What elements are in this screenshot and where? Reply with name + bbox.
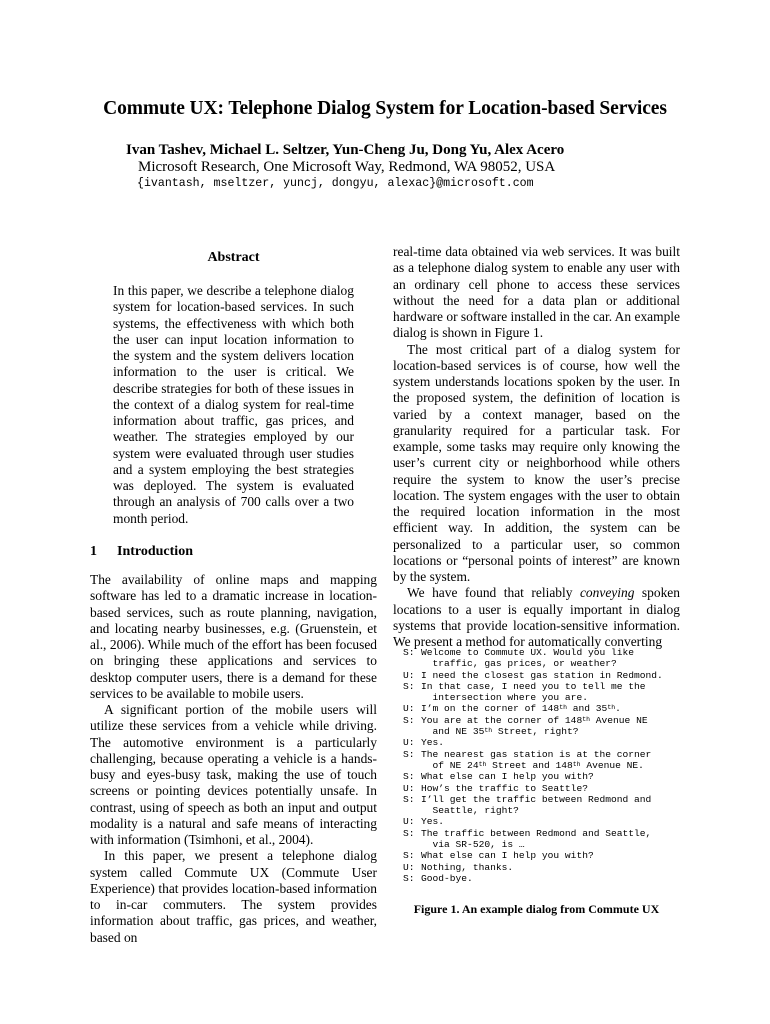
author-emails: {ivantash, mseltzer, yuncj, dongyu, alexac}@microsoft.com (137, 177, 534, 190)
dialog-speaker: S: (403, 872, 415, 884)
dialog-utterance: What else can I help you with? (421, 771, 594, 783)
paper-title: Commute UX: Telephone Dialog System for Location-based Services (103, 98, 667, 119)
dialog-utterance: Yes. (421, 737, 445, 749)
right-column-body (393, 244, 680, 650)
dialog-speaker: S: (403, 714, 415, 726)
ordinal-suffix: th (582, 715, 591, 723)
dialog-utterance: I need the closest gas station in Redmond. (421, 669, 663, 681)
dialog-line (403, 737, 663, 748)
dialog-speaker (403, 760, 421, 771)
dialog-line (403, 862, 663, 873)
dialog-line (403, 670, 663, 681)
ordinal-suffix: th (484, 727, 493, 735)
dialog-utterance: traffic, gas prices, or weather? (421, 658, 617, 670)
section-heading-introduction (90, 544, 193, 560)
dialog-line (403, 647, 663, 658)
figure-caption: Figure 1. An example dialog from Commute UX (413, 902, 660, 916)
dialog-line (403, 873, 663, 884)
dialog-speaker: U: (403, 669, 415, 681)
section-title: Introduction (117, 544, 193, 559)
dialog-utterance: How’s the traffic to Seattle? (421, 782, 588, 794)
intro-paragraph: The availability of online maps and mapping software has led to a dramatic increase in location-based services, such as route planning, navigation, and locating nearby businesses, e.g. (Gruenstein, et al., 2006). While much of the effort has been focused on bringing these applications and services to desktop computer users, there is a demand for these services to be available to mobile users. (90, 572, 377, 701)
dialog-line (403, 783, 663, 794)
dialog-utterance: Nothing, thanks. (421, 861, 514, 873)
ordinal-suffix: th (572, 760, 581, 768)
dialog-utterance: via SR-520, is … (421, 839, 525, 851)
author-list: Ivan Tashev, Michael L. Seltzer, Yun-Cheng Ju, Dong Yu, Alex Acero (126, 142, 565, 158)
dialog-utterance: I’m on the corner of 148th and 35th. (421, 703, 621, 715)
dialog-line (403, 816, 663, 827)
dialog-speaker (403, 839, 421, 850)
dialog-line (403, 794, 663, 805)
dialog-speaker: S: (403, 827, 415, 839)
example-dialog (403, 647, 663, 884)
dialog-speaker (403, 726, 421, 737)
dialog-utterance: What else can I help you with? (421, 850, 594, 862)
text-span: We have found that reliably (407, 585, 580, 601)
abstract-text: In this paper, we describe a telephone dialog system for location-based services. In such systems, the effectiveness with which both the user can input location information to the system and the system delivers location information to the user is critical. We describe strategies for both of these issues in the context of a dialog system for real-time information about traffic, gas prices, and weather. The strategies employed by our system were evaluated through user studies and a system employing the best strategies was deployed. The system is evaluated through an analysis of 700 calls over a two month period. (113, 283, 354, 526)
section-number: 1 (90, 544, 97, 559)
text-span: spoken locations to a user is equally important in dialog systems that provide location-sensitive information. We present a method for automatically converting (393, 585, 680, 649)
dialog-utterance: I’ll get the traffic between Redmond and (421, 793, 652, 805)
dialog-speaker: S: (403, 771, 415, 783)
dialog-utterance: Good-bye. (421, 872, 473, 884)
dialog-line (403, 839, 663, 850)
dialog-line (403, 703, 663, 714)
dialog-line (403, 726, 663, 737)
dialog-speaker: S: (403, 793, 415, 805)
dialog-line (403, 749, 663, 760)
dialog-line (403, 692, 663, 703)
dialog-utterance: In that case, I need you to tell me the (421, 680, 646, 692)
body-paragraph: The most critical part of a dialog system for location-based services is of course, how well the system understands locations spoken by the user. In the proposed system, the definition of location is varied by a context manager, based on the granularity required for a particular task. For example, some tasks may require only knowing the user’s current city or neighborhood while others require the system to know the user’s precise location. The system engages with the user to obtain the required location information in the most efficient way. In addition, the system can be personalized to a particular user, so common locations or “personal points of interest” are known by the system. (393, 341, 680, 584)
dialog-line (403, 805, 663, 816)
dialog-utterance: of NE 24th Street and 148th Avenue NE. (421, 759, 644, 771)
dialog-utterance: Seattle, right? (421, 805, 519, 817)
dialog-speaker: S: (403, 748, 415, 760)
dialog-line (403, 828, 663, 839)
dialog-utterance: You are at the corner of 148th Avenue NE (421, 714, 648, 726)
dialog-utterance: and NE 35th Street, right? (421, 726, 579, 738)
dialog-line (403, 681, 663, 692)
intro-paragraph: A significant portion of the mobile users will utilize these services from a vehicle while driving. The automotive environment is a particularly challenging, because operating a vehicle is a hands-busy and eyes-busy task, making the use of touch screens or pointing devices potentially unsafe. In contrast, using of speech as both an input and output modality is a natural and safe means of interacting with information (Tsimhoni, et al., 2004). (90, 702, 377, 847)
dialog-speaker: S: (403, 680, 415, 692)
intro-paragraph: In this paper, we present a telephone dialog system called Commute UX (Commute User Experience) that provides location-based information to in-car commuters. The system provides information about traffic, gas prices, and weather, based on (90, 848, 377, 945)
dialog-line (403, 850, 663, 861)
abstract-heading: Abstract (207, 250, 260, 265)
ordinal-suffix: th (559, 704, 567, 712)
dialog-speaker (403, 658, 421, 669)
dialog-utterance: The nearest gas station is at the corner (421, 748, 652, 760)
dialog-speaker: U: (403, 737, 415, 749)
dialog-speaker: U: (403, 782, 415, 794)
dialog-speaker: S: (403, 850, 415, 862)
dialog-line (403, 715, 663, 726)
dialog-line (403, 658, 663, 669)
introduction-body (90, 572, 377, 946)
dialog-speaker (403, 692, 421, 703)
dialog-speaker: U: (403, 861, 415, 873)
dialog-line (403, 771, 663, 782)
dialog-speaker: U: (403, 703, 415, 715)
dialog-line (403, 760, 663, 771)
affiliation: Microsoft Research, One Microsoft Way, Redmond, WA 98052, USA (138, 159, 556, 175)
body-paragraph (393, 585, 680, 650)
dialog-speaker (403, 805, 421, 816)
dialog-utterance: Yes. (421, 816, 445, 828)
dialog-utterance: The traffic between Redmond and Seattle, (421, 827, 652, 839)
dialog-utterance: intersection where you are. (421, 692, 588, 704)
ordinal-suffix: th (607, 704, 616, 712)
body-paragraph: real-time data obtained via web services. It was built as a telephone dialog system to enable any user with an ordinary cell phone to access these services without the need for a data plan or additional hardware or software installed in the car. An example dialog is shown in Figure 1. (393, 244, 680, 341)
dialog-speaker: U: (403, 816, 415, 828)
dialog-speaker: S: (403, 647, 415, 658)
dialog-utterance: Welcome to Commute UX. Would you like (421, 647, 635, 658)
ordinal-suffix: th (478, 760, 487, 768)
emphasis-text: conveying (579, 585, 635, 601)
